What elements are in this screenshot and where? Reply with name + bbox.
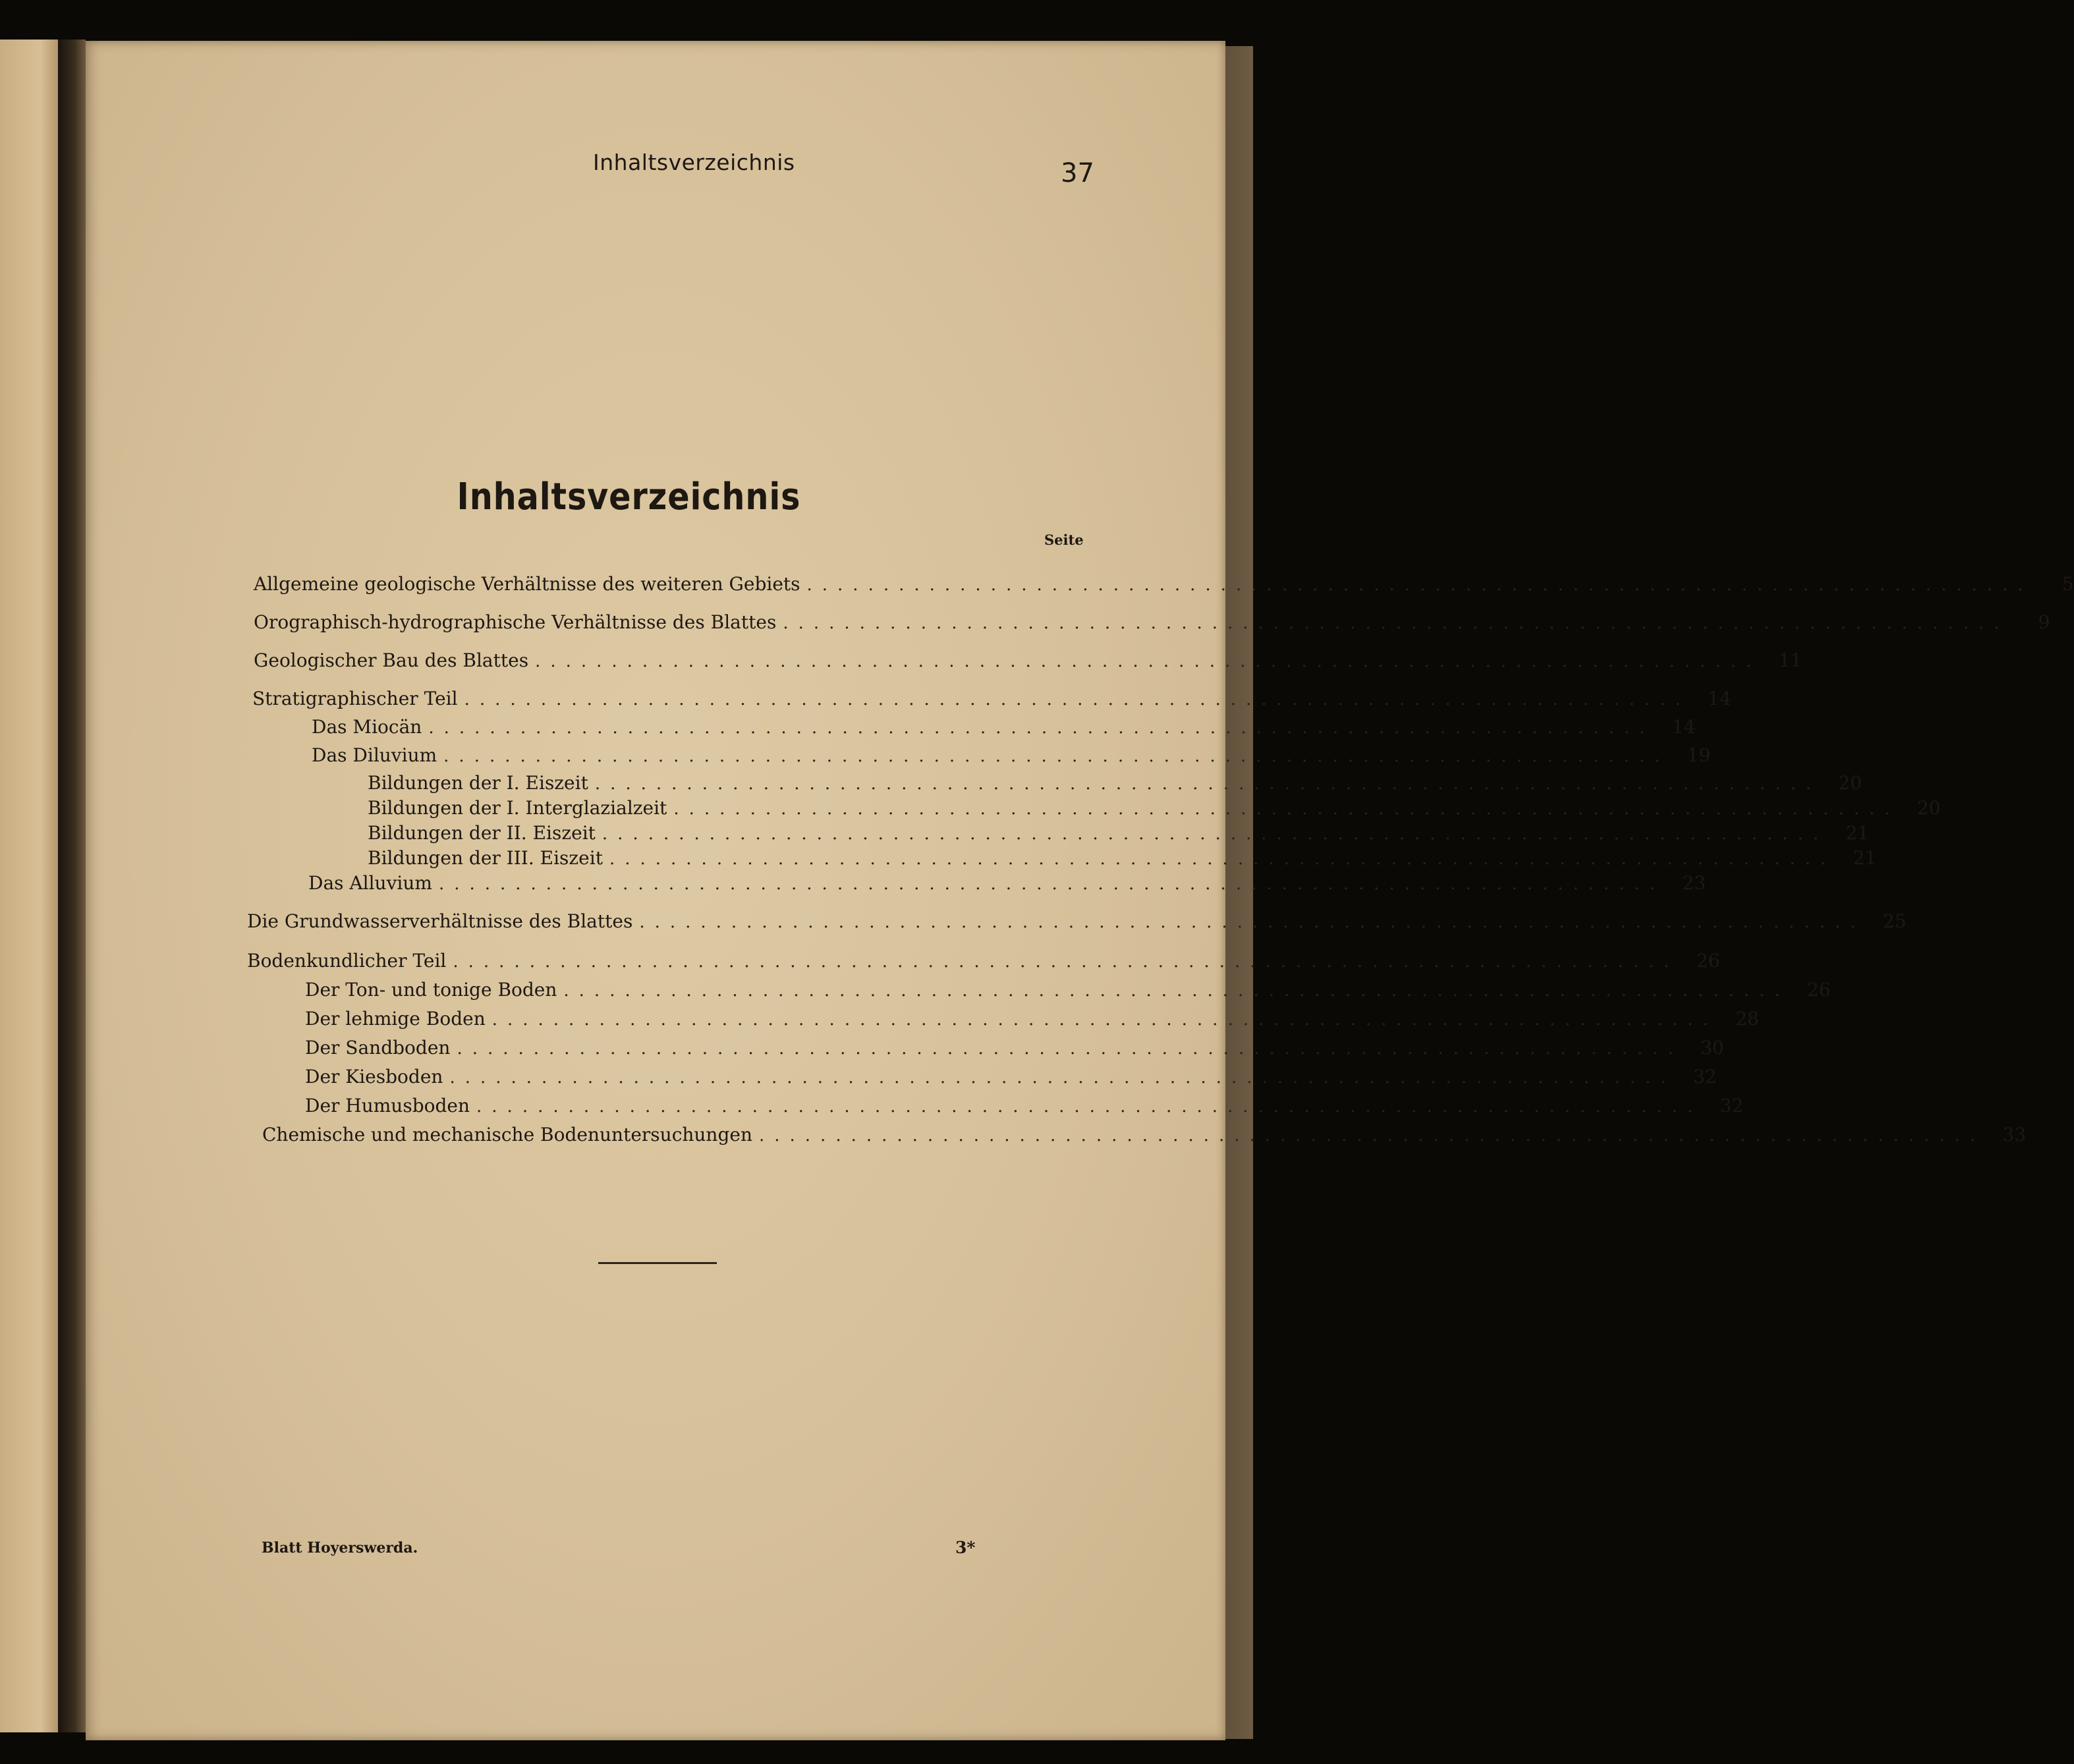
toc-entry	[247, 910, 1907, 933]
dot-leader: ................................................................................	[464, 690, 1691, 709]
toc-entry	[368, 797, 1941, 820]
dot-leader: ................................................................................	[602, 824, 1829, 844]
toc-entry-page: 5	[2061, 573, 2074, 595]
toc-entry	[368, 822, 1870, 845]
book-page	[86, 41, 2074, 1740]
dot-leader: ................................................................................	[639, 912, 1866, 932]
toc-entry-title: Allgemeine geologische Verhältnisse des weiteren Gebiets	[254, 573, 800, 595]
toc-entry-title: Orographisch-hydrographische Verhältnisse des Blattes	[254, 611, 777, 633]
table-of-contents	[86, 41, 2074, 1740]
toc-entry	[305, 1037, 1724, 1060]
toc-entry-title: Bildungen der I. Interglazialzeit	[368, 797, 667, 819]
toc-entry-title: Bildungen der III. Eiszeit	[368, 847, 603, 869]
toc-entry-title: Chemische und mechanische Bodenuntersuchungen	[262, 1124, 752, 1145]
toc-entry-page: 26	[1696, 950, 1720, 972]
toc-entry-page: 26	[1807, 979, 1831, 1001]
toc-entry	[308, 872, 1706, 895]
signature-mark: 3*	[955, 1538, 976, 1557]
toc-heading: Inhaltsverzeichnis	[457, 476, 801, 518]
toc-entry-page: 11	[1778, 649, 1803, 671]
toc-entry-title: Der Humusboden	[305, 1095, 470, 1116]
toc-entry-page: 23	[1682, 872, 1706, 894]
toc-entry	[262, 1124, 2027, 1147]
toc-entry	[247, 950, 1720, 973]
toc-entry-title: Die Grundwasserverhältnisse des Blattes	[247, 910, 633, 932]
dot-leader: ................................................................................	[443, 746, 1670, 766]
dot-leader: ................................................................................	[783, 613, 2009, 633]
page-number: 37	[1061, 158, 1094, 188]
toc-entry-title: Der lehmige Boden	[305, 1008, 486, 1030]
dot-leader: ................................................................................	[609, 849, 1836, 869]
dot-leader: ................................................................................	[673, 799, 1900, 819]
toc-entry-title: Der Kiesboden	[305, 1066, 443, 1088]
dot-leader: ................................................................................	[476, 1097, 1703, 1116]
toc-entry-page: 30	[1700, 1037, 1724, 1059]
toc-entry-page: 32	[1720, 1095, 1744, 1116]
toc-entry-page: 14	[1708, 688, 1731, 709]
dot-leader: ................................................................................	[457, 1039, 1683, 1059]
sheet-label: Blatt Hoyerswerda.	[262, 1539, 418, 1557]
dot-leader: ................................................................................	[594, 774, 1822, 794]
toc-entry-title: Der Ton- und tonige Boden	[305, 979, 557, 1001]
toc-entry-title: Bildungen der I. Eiszeit	[368, 772, 588, 794]
toc-entry	[305, 1095, 1744, 1118]
toc-entry-title: Der Sandboden	[305, 1037, 451, 1059]
dot-leader: ................................................................................	[806, 575, 2033, 595]
toc-entry-title: Das Miocän	[312, 716, 422, 738]
toc-entry-page: 20	[1838, 772, 1863, 794]
page-column-label: Seite	[1044, 532, 1084, 548]
toc-entry-page: 21	[1853, 847, 1877, 869]
dot-leader: ................................................................................	[428, 718, 1655, 738]
toc-entry	[368, 772, 1863, 795]
toc-entry	[254, 649, 1803, 673]
toc-entry	[305, 979, 1831, 1002]
toc-entry-page: 20	[1917, 797, 1941, 819]
dot-leader: ................................................................................	[449, 1068, 1676, 1088]
toc-entry	[254, 611, 2050, 634]
toc-entry-title: Geologischer Bau des Blattes	[254, 649, 529, 671]
toc-entry-title: Bodenkundlicher Teil	[247, 950, 447, 972]
toc-entry-title: Stratigraphischer Teil	[252, 688, 458, 709]
dot-leader: ................................................................................	[535, 651, 1762, 671]
toc-entry-page: 14	[1671, 716, 1696, 738]
toc-entry-page: 21	[1845, 822, 1870, 844]
toc-entry	[368, 847, 1877, 870]
toc-entry-page: 9	[2038, 611, 2050, 633]
closing-rule	[598, 1262, 717, 1264]
dot-leader: ................................................................................	[453, 952, 1679, 972]
toc-entry-title: Das Diluvium	[312, 744, 437, 766]
toc-entry	[254, 573, 2074, 596]
toc-entry	[312, 716, 1696, 739]
running-header-title: Inhaltsverzeichnis	[593, 150, 795, 175]
toc-entry-page: 28	[1735, 1008, 1759, 1030]
toc-entry-page: 33	[2002, 1124, 2027, 1145]
toc-entry-title: Das Alluvium	[308, 872, 432, 894]
toc-entry-title: Bildungen der II. Eiszeit	[368, 822, 596, 844]
left-page-edge	[0, 40, 58, 1732]
book-gutter	[58, 40, 86, 1732]
toc-entry-page: 32	[1693, 1066, 1717, 1088]
toc-entry	[305, 1008, 1759, 1031]
toc-entry-page: 25	[1882, 910, 1907, 932]
dot-leader: ................................................................................	[491, 1010, 1718, 1030]
dot-leader: ................................................................................	[438, 874, 1666, 894]
toc-entry-page: 19	[1687, 744, 1711, 766]
toc-entry	[312, 744, 1711, 767]
dot-leader: ................................................................................	[759, 1126, 1986, 1145]
toc-entry	[305, 1066, 1717, 1089]
toc-entry	[252, 688, 1731, 711]
dot-leader: ................................................................................	[563, 981, 1790, 1001]
